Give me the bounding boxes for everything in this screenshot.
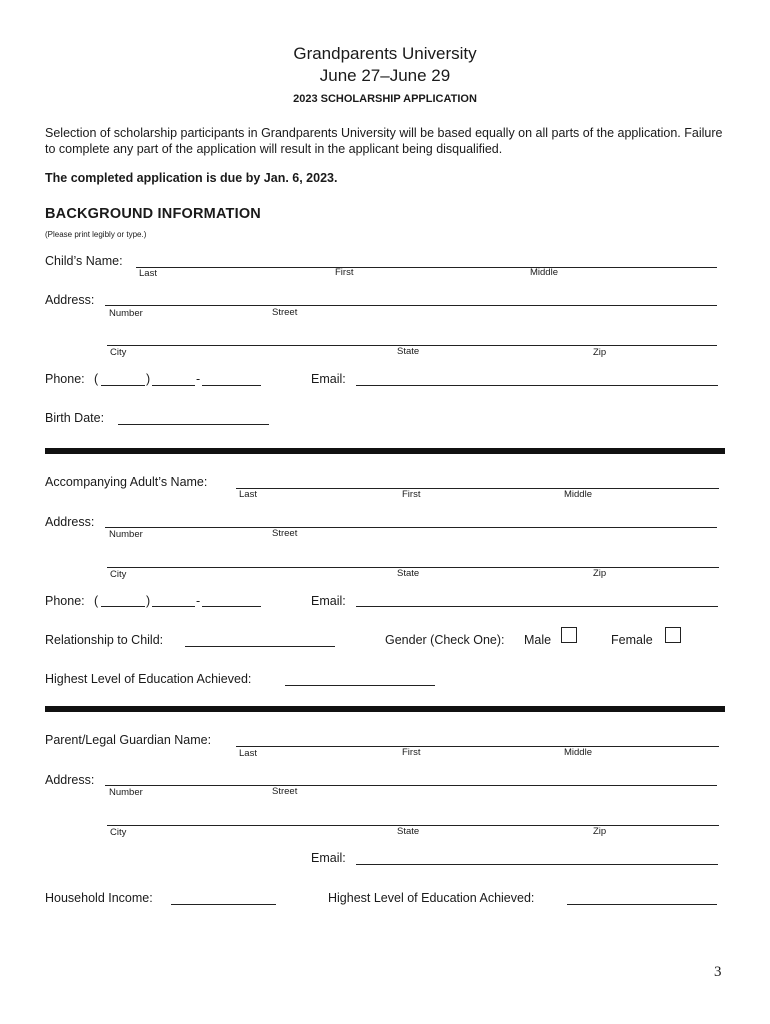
phone-prefix-field[interactable]	[152, 385, 195, 386]
sublabel-state: State	[397, 568, 420, 579]
sublabel-first: First	[402, 489, 421, 500]
phone-dash: -	[196, 594, 201, 608]
sublabel-last: Last	[239, 489, 257, 500]
section-heading: BACKGROUND INFORMATION	[45, 206, 261, 222]
address-label: Address:	[45, 293, 95, 307]
section-divider	[45, 448, 725, 454]
sublabel-middle: Middle	[530, 267, 558, 278]
income-label: Household Income:	[45, 891, 153, 905]
birth-date-field[interactable]	[118, 424, 269, 425]
phone-label: Phone:	[45, 372, 85, 386]
sublabel-zip: Zip	[593, 826, 607, 837]
sublabel-state: State	[397, 346, 420, 357]
phone-area-code-field[interactable]	[101, 606, 145, 607]
form-subtitle: 2023 SCHOLARSHIP APPLICATION	[293, 93, 477, 105]
sublabel-middle: Middle	[564, 747, 592, 758]
guardian-education-field[interactable]	[567, 904, 717, 905]
email-field[interactable]	[356, 864, 718, 865]
email-label: Email:	[311, 372, 346, 386]
education-field[interactable]	[285, 685, 435, 686]
sublabel-number: Number	[109, 787, 143, 798]
phone-line-field[interactable]	[202, 606, 261, 607]
phone-close-paren: )	[146, 594, 151, 608]
phone-prefix-field[interactable]	[152, 606, 195, 607]
form-title: Grandparents University	[293, 44, 477, 63]
event-dates: June 27–June 29	[319, 66, 451, 85]
address-street-field[interactable]	[105, 785, 717, 786]
sublabel-first: First	[402, 747, 421, 758]
print-note: (Please print legibly or type.)	[45, 230, 147, 239]
address-label: Address:	[45, 773, 95, 787]
sublabel-last: Last	[239, 748, 257, 759]
sublabel-zip: Zip	[593, 568, 607, 579]
sublabel-first: First	[335, 267, 354, 278]
birth-date-label: Birth Date:	[45, 411, 105, 425]
email-label: Email:	[311, 594, 346, 608]
education-label: Highest Level of Education Achieved:	[45, 672, 252, 686]
adult-name-field[interactable]	[236, 488, 719, 489]
sublabel-city: City	[110, 569, 127, 580]
sublabel-state: State	[397, 826, 420, 837]
email-label: Email:	[311, 851, 346, 865]
phone-area-code-field[interactable]	[101, 385, 145, 386]
phone-label: Phone:	[45, 594, 85, 608]
phone-close-paren: )	[146, 372, 151, 386]
childs-name-field[interactable]	[136, 267, 717, 268]
female-checkbox[interactable]	[665, 627, 681, 643]
sublabel-city: City	[110, 347, 127, 358]
male-checkbox[interactable]	[561, 627, 577, 643]
relationship-label: Relationship to Child:	[45, 633, 164, 647]
guardian-name-field[interactable]	[236, 746, 719, 747]
sublabel-city: City	[110, 827, 127, 838]
gender-label: Gender (Check One):	[385, 633, 505, 647]
intro-text: Selection of scholarship participants in Grandparents University will be based equally on all parts of the application. Failure to complete any part of the application will result in the applicant being disqualified.	[45, 126, 723, 156]
sublabel-zip: Zip	[593, 347, 607, 358]
address-street-field[interactable]	[105, 305, 717, 306]
due-date-note: The completed application is due by Jan. 6, 2023.	[45, 171, 338, 185]
sublabel-street: Street	[272, 528, 298, 539]
phone-dash: -	[196, 372, 201, 386]
adult-name-label: Accompanying Adult’s Name:	[45, 475, 208, 489]
phone-open-paren: (	[94, 594, 99, 608]
income-field[interactable]	[171, 904, 276, 905]
section-divider	[45, 706, 725, 712]
sublabel-street: Street	[272, 307, 298, 318]
phone-open-paren: (	[94, 372, 99, 386]
sublabel-number: Number	[109, 529, 143, 540]
male-label: Male	[524, 633, 552, 647]
guardian-education-label: Highest Level of Education Achieved:	[328, 891, 535, 905]
address-street-field[interactable]	[105, 527, 717, 528]
female-label: Female	[611, 633, 653, 647]
relationship-field[interactable]	[185, 646, 335, 647]
guardian-name-label: Parent/Legal Guardian Name:	[45, 733, 212, 747]
page-number: 3	[714, 964, 722, 980]
address-label: Address:	[45, 515, 95, 529]
email-field[interactable]	[356, 385, 718, 386]
sublabel-last: Last	[139, 268, 157, 279]
email-field[interactable]	[356, 606, 718, 607]
sublabel-number: Number	[109, 308, 143, 319]
sublabel-street: Street	[272, 786, 298, 797]
phone-line-field[interactable]	[202, 385, 261, 386]
childs-name-label: Child’s Name:	[45, 254, 123, 268]
sublabel-middle: Middle	[564, 489, 592, 500]
